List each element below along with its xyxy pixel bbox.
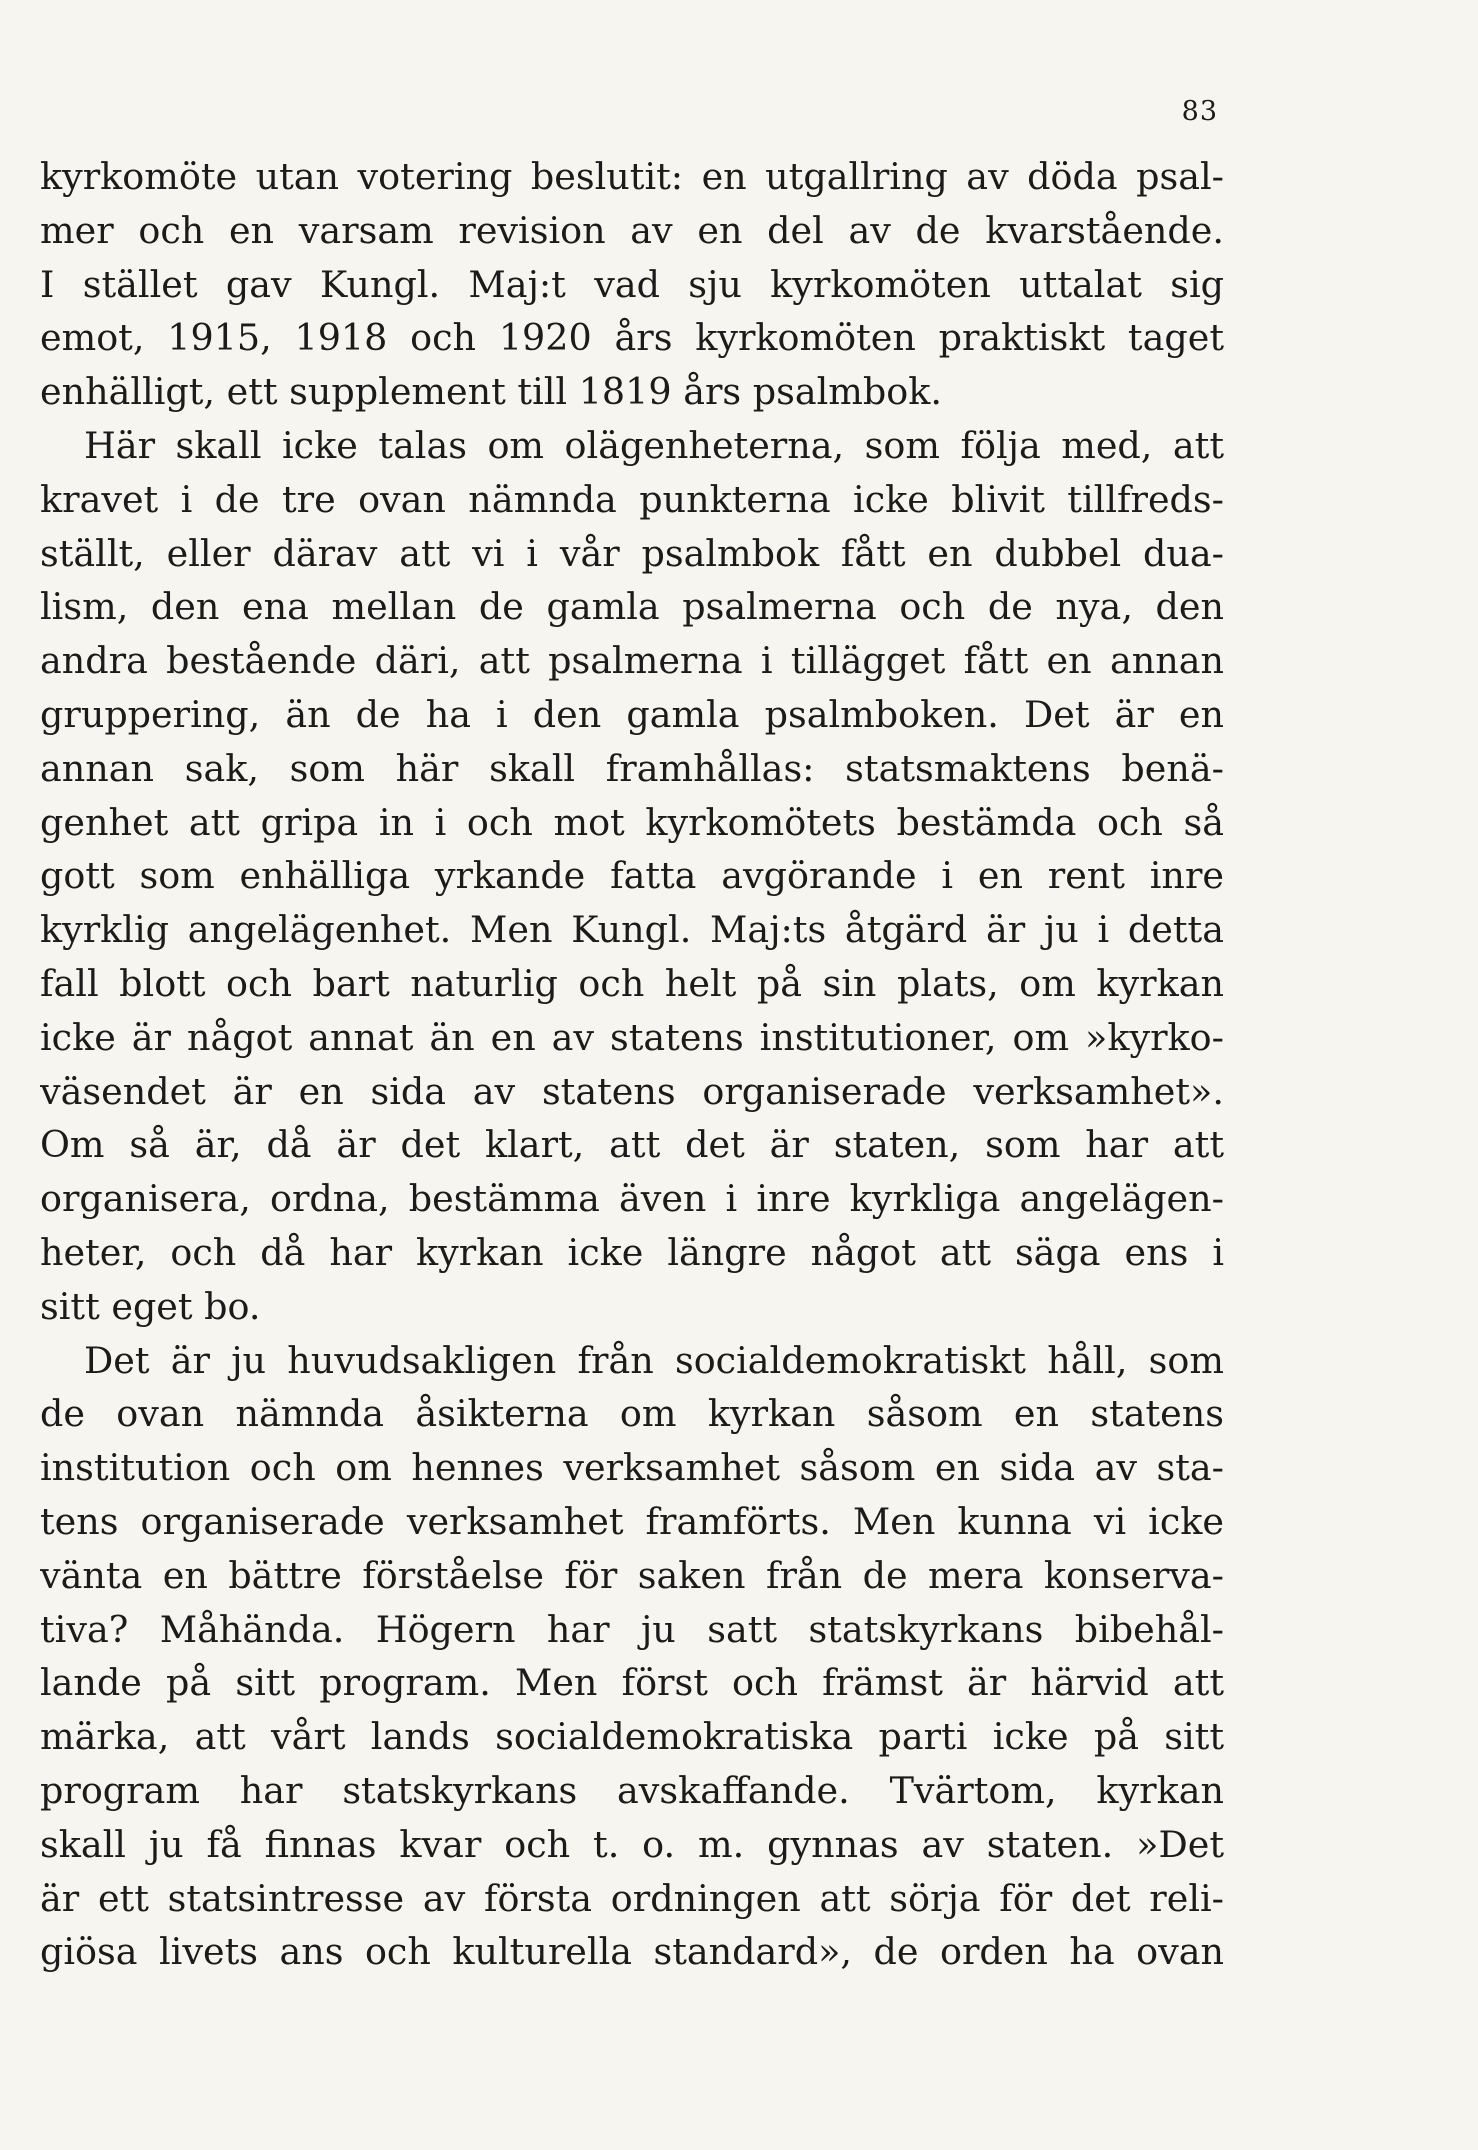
text-line: tiva? Måhända. Högern har ju satt statskyrkans bibehål- (40, 1607, 1224, 1651)
text-line: de ovan nämnda åsikterna om kyrkan såsom en statens (40, 1392, 1224, 1436)
text-line: organisera, ordna, bestämma även i inre kyrkliga angelägen- (40, 1177, 1224, 1221)
text-line: lism, den ena mellan de gamla psalmerna och de nya, den (40, 585, 1224, 629)
text-line: kyrkomöte utan votering beslutit: en utgallring av döda psal- (40, 155, 1224, 198)
text-line: gott som enhälliga yrkande fatta avgörande i en rent inre (40, 854, 1224, 898)
text-line: fall blott och bart naturlig och helt på sin plats, om kyrkan (40, 961, 1224, 1005)
text-line: ställt, eller därav att vi i vår psalmbok fått en dubbel dua- (40, 531, 1224, 575)
text-line: emot, 1915, 1918 och 1920 års kyrkomöten praktiskt taget (40, 316, 1224, 360)
text-line: kravet i de tre ovan nämnda punkterna icke blivit tillfreds- (40, 477, 1224, 521)
text-line: är ett statsintresse av första ordningen att sörja för det reli- (40, 1876, 1224, 1920)
page-number: 83 (1181, 96, 1218, 127)
paragraph (40, 419, 1224, 1334)
text-line: icke är något annat än en av statens institutioner, om »kyrko- (40, 1015, 1224, 1059)
text-line: vänta en bättre förståelse för saken från de mera konserva- (40, 1553, 1224, 1597)
paragraph (40, 150, 1224, 419)
text-line: giösa livets ans och kulturella standard», de orden ha ovan (40, 1930, 1224, 1974)
text-line: Här skall icke talas om olägenheterna, som följa med, att (84, 423, 1224, 467)
text-line: institution och om hennes verksamhet såsom en sida av sta- (40, 1446, 1224, 1490)
text-line: Det är ju huvudsakligen från socialdemokratiskt håll, som (84, 1338, 1224, 1382)
text-line: skall ju få finnas kvar och t. o. m. gynnas av staten. »Det (40, 1822, 1224, 1866)
text-line: annan sak, som här skall framhållas: statsmaktens benä- (40, 746, 1224, 790)
text-line: genhet att gripa in i och mot kyrkomötets bestämda och så (40, 800, 1224, 844)
text-line: tens organiserade verksamhet framförts. Men kunna vi icke (40, 1499, 1224, 1543)
text-line: enhälligt, ett supplement till 1819 års psalmbok. (40, 370, 942, 414)
text-line: sitt eget bo. (40, 1284, 261, 1328)
paragraph (40, 1334, 1224, 1980)
text-line: gruppering, än de ha i den gamla psalmboken. Det är en (40, 692, 1224, 736)
text-line: kyrklig angelägenhet. Men Kungl. Maj:ts åtgärd är ju i detta (40, 908, 1224, 952)
body-text (40, 150, 1224, 1979)
text-line: andra bestående däri, att psalmerna i tillägget fått en annan (40, 639, 1224, 683)
text-line: väsendet är en sida av statens organiserade verksamhet». (40, 1069, 1224, 1113)
text-line: heter, och då har kyrkan icke längre något att säga ens i (40, 1230, 1224, 1274)
text-line: märka, att vårt lands socialdemokratiska parti icke på sitt (40, 1715, 1224, 1759)
text-line: program har statskyrkans avskaffande. Tvärtom, kyrkan (40, 1768, 1224, 1812)
text-line: mer och en varsam revision av en del av de kvarstående. (40, 208, 1224, 252)
text-line: Om så är, då är det klart, att det är staten, som har att (40, 1123, 1224, 1167)
text-line: I stället gav Kungl. Maj:t vad sju kyrkomöten uttalat sig (40, 262, 1224, 306)
text-line: lande på sitt program. Men först och främst är härvid att (40, 1661, 1224, 1705)
